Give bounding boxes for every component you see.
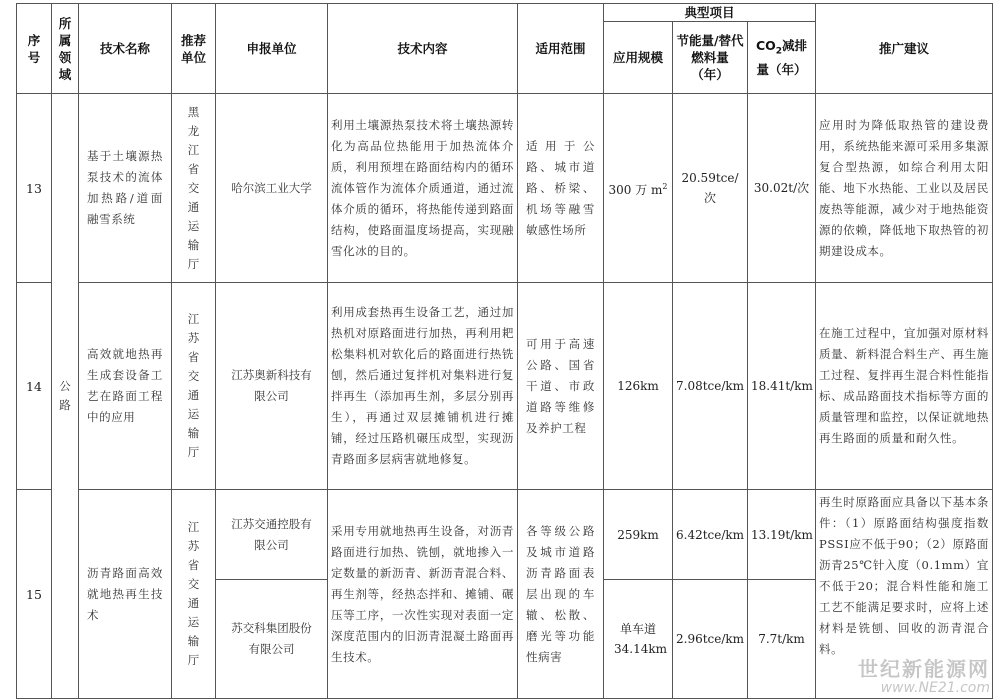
header-tech-content: 技术内容 — [328, 4, 518, 94]
energy-saving-cell: 7.08tce/km — [673, 283, 748, 490]
tech-content-cell: 利用土壤源热泵技术将土壤热源转化为高品位热能用于加热流体介质，利用预埋在路面结构内的循环流体管作为流体介质通道，通过流体介质的循环，将热能传递到路面结构，使路面温度场提高，实现融雪化冰的目的。 — [328, 94, 518, 283]
header-field: 所属领域 — [52, 4, 79, 94]
tech-content-cell: 利用成套热再生设备工艺，通过加热机对原路面进行加热，再利用耙松集料机对软化后的路面进行热铣刨，然后通过复拌机对集料进行复拌再生（添加再生剂，多层分别再生），再通过双层摊铺机进行摊铺，经过压路机碾压成型，实现沥青路面多层病害就地修复。 — [328, 283, 518, 490]
table-row-14 — [17, 283, 993, 490]
table-header — [17, 4, 993, 94]
table-body — [17, 94, 993, 699]
watermark-title: 世纪新能源网 — [858, 657, 990, 681]
promotion-cell: 再生时原路面应具备以下基本条件：（1）原路面结构强度指数PSSI应不低于90；（2）原路面沥青25℃针入度（0.1mm）宜不低于20；混合料性能和施工工艺不能满足要求时，应将上述材料是铣刨、回收的沥青混合料。 — [816, 490, 993, 699]
applicant-cell: 哈尔滨工业大学 — [216, 94, 328, 283]
promotion-cell: 应用时为降低取热管的建设费用，系统热能来源可采用多集源复合型热源，如综合利用太阳能、地下水热能、工业以及居民废热等能源，减少对于地热能资源的依赖，降低地下取热管的初期建设成本。 — [816, 94, 993, 283]
app-scale-a-cell: 259km — [604, 490, 673, 580]
row-seq: 15 — [17, 490, 52, 699]
recommender-cell: 江苏省交通运输厅 — [172, 490, 216, 699]
tech-table — [16, 3, 993, 699]
co2-b-cell: 7.7t/km — [748, 580, 816, 699]
header-promotion: 推广建议 — [816, 4, 993, 94]
app-scale-cell: 126km — [604, 283, 673, 490]
header-energy-saving: 节能量/替代燃料量（年） — [673, 22, 748, 94]
app-scale-cell: 300 万 $m^2$ — [604, 94, 673, 283]
tech-name-cell: 高效就地热再生成套设备工艺在路面工程中的应用 — [79, 283, 172, 490]
header-app-scale: 应用规模 — [604, 22, 673, 94]
tech-name-cell: 沥青路面高效就地热再生技术 — [79, 490, 172, 699]
applicant-cell: 江苏奥新科技有限公司 — [216, 283, 328, 490]
app-scale-b-cell: 单车道 34.14km — [604, 580, 673, 699]
row-seq: 13 — [17, 94, 52, 283]
header-co2: $CO_2$减排量（年） — [748, 22, 816, 94]
header-typical-project: 典型项目 — [604, 4, 816, 22]
co2-cell: 30.02t/次 — [748, 94, 816, 283]
tech-name-cell: 基于土壤源热泵技术的流体加热路/道面融雪系统 — [79, 94, 172, 283]
co2-cell: 18.41t/km — [748, 283, 816, 490]
table-row-13 — [17, 94, 993, 283]
scope-cell: 适用于公路、城市道路、桥梁、机场等融雪敏感性场所 — [518, 94, 604, 283]
header-tech-name: 技术名称 — [79, 4, 172, 94]
header-scope: 适用范围 — [518, 4, 604, 94]
energy-saving-a-cell: 6.42tce/km — [673, 490, 748, 580]
watermark-url: www.NE21.com — [880, 680, 990, 696]
applicant-b-cell: 苏交科集团股份有限公司 — [216, 580, 328, 699]
field-cell: 公路 — [52, 94, 79, 699]
recommender-cell: 江苏省交通运输厅 — [172, 283, 216, 490]
promotion-cell: 在施工过程中，宜加强对原材料质量、新料混合料生产、再生施工过程、复拌再生混合料性能指标、成品路面技术指标等方面的质量管理和监控，以保证就地热再生路面的质量和耐久性。 — [816, 283, 993, 490]
recommender-cell: 黑龙江省交通运输厅 — [172, 94, 216, 283]
header-applicant: 申报单位 — [216, 4, 328, 94]
scope-cell: 各等级公路及城市道路沥青路面表层出现的车辙、松散、磨光等功能性病害 — [518, 490, 604, 699]
header-seq: 序号 — [17, 4, 52, 94]
applicant-a-cell: 江苏交通控股有限公司 — [216, 490, 328, 580]
scope-cell: 可用于高速公路、国省干道、市政道路等维修及养护工程 — [518, 283, 604, 490]
energy-saving-cell: 20.59tce/次 — [673, 94, 748, 283]
header-recommender: 推荐单位 — [172, 4, 216, 94]
energy-saving-b-cell: 2.96tce/km — [673, 580, 748, 699]
row-seq: 14 — [17, 283, 52, 490]
tech-content-cell: 采用专用就地热再生设备，对沥青路面进行加热、铣刨，就地掺入一定数量的新沥青、新沥青混合料、再生剂等，经热态拌和、摊铺、碾压等工序，一次性实现对表面一定深度范围内的旧沥青混凝土路面再生技术。 — [328, 490, 518, 699]
co2-a-cell: 13.19t/km — [748, 490, 816, 580]
table-row-15a — [17, 490, 993, 580]
